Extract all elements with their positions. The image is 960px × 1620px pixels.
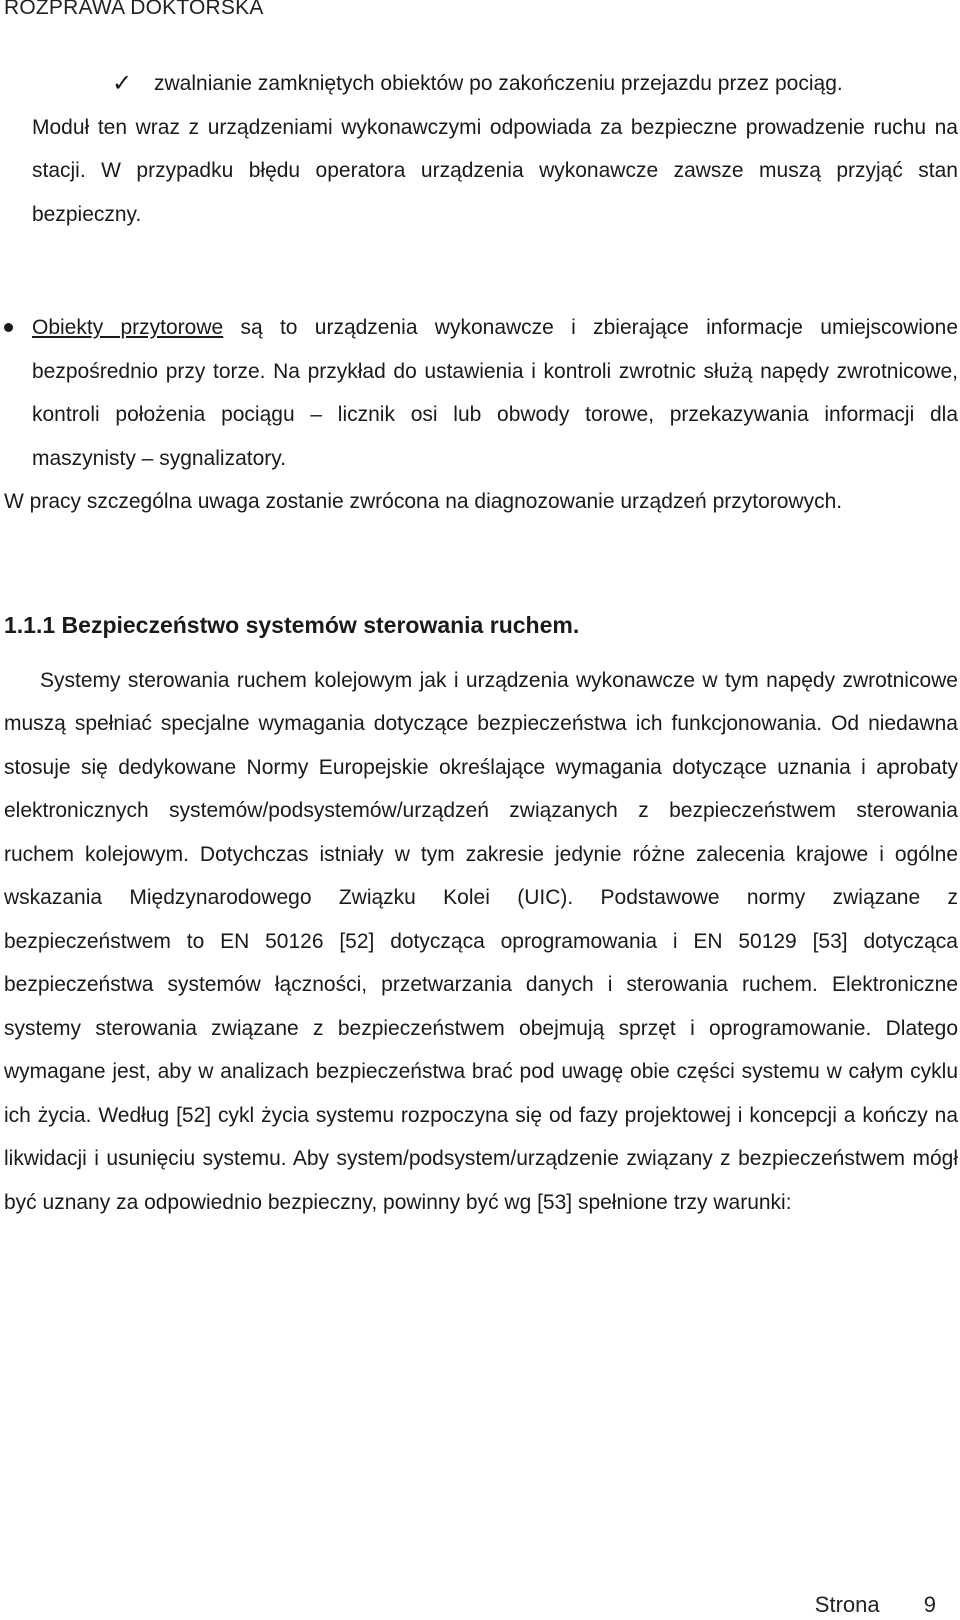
page-footer (815, 1592, 936, 1618)
section-body: Systemy sterowania ruchem kolejowym jak i urządzenia wykonawcze w tym napędy zwrotnicowe muszą spełniać specjalne wymagania dotyczące bezpieczeństwa ich funkcjonowania. Od niedawna stosuje się dedykowane Normy Europejskie określające wymagania dotyczące uznania i aprobaty elektronicznych systemów/podsystemów/urządzeń związanych z bezpieczeństwem sterowania ruchem kolejowym. Dotychczas istniały w tym zakresie jedynie różne zalecenia krajowe i ogólne wskazania Międzynarodowego Związku Kolei (UIC). Podstawowe normy związane z bezpieczeństwem to EN 50126 [52] dotycząca oprogramowania i EN 50129 [53] dotycząca bezpieczeństwa systemów łączności, przetwarzania danych i sterowania ruchem. Elektroniczne systemy sterowania związane z bezpieczeństwem obejmują sprzęt i oprogramowanie. Dlatego wymagane jest, aby w analizach bezpieczeństwa brać pod uwagę obie części systemu w całym cyklu ich życia. Według [52] cykl życia systemu rozpoczyna się od fazy projektowej i koncepcji a kończy na likwidacji i usunięciu systemu. Aby system/podsystem/urządzenie związany z bezpieczeństwem mógł być uznany za odpowiednio bezpieczny, powinny być wg [53] spełnione trzy warunki: (4, 668, 958, 1214)
page-content (4, 62, 958, 1224)
running-header: ROZPRAWA DOKTORSKA (4, 0, 264, 19)
section-heading: 1.1.1 Bezpieczeństwo systemów sterowania ruchem. (4, 611, 580, 638)
paragraph-attention: W pracy szczególna uwaga zostanie zwrócona na diagnozowanie urządzeń przytorowych. (4, 490, 843, 513)
page-label: Strona (814, 1592, 880, 1617)
bullet-text: są to urządzenia wykonawcze i zbierające informacje umiejscowione bezpośrednio przy torze. Na przykład do ustawienia i kontroli zwrotnic służą napędy zwrotnicowe, kontroli położenia pociągu – licznik osi lub obwody torowe, przekazywania informacji dla maszynisty – sygnalizatory. (32, 316, 959, 470)
checkmark-bullet-icon: ✓ (112, 70, 133, 97)
spacer (4, 236, 958, 306)
bullet-dot-icon (4, 323, 13, 332)
list-item (4, 62, 958, 106)
page-number: 9 (923, 1592, 936, 1617)
paragraph-module: Moduł ten wraz z urządzeniami wykonawczymi odpowiada za bezpieczne prowadzenie ruchu na stacji. W przypadku błędu operatora urządzenia wykonawcze zawsze muszą przyjąć stan bezpieczny. (32, 115, 958, 226)
bullet-item (4, 306, 958, 480)
bullet-term: Obiekty przytorowe (32, 316, 224, 339)
spacer (4, 524, 958, 604)
list-item-text: zwalnianie zamkniętych obiektów po zakończeniu przejazdu przez pociąg. (154, 72, 843, 95)
